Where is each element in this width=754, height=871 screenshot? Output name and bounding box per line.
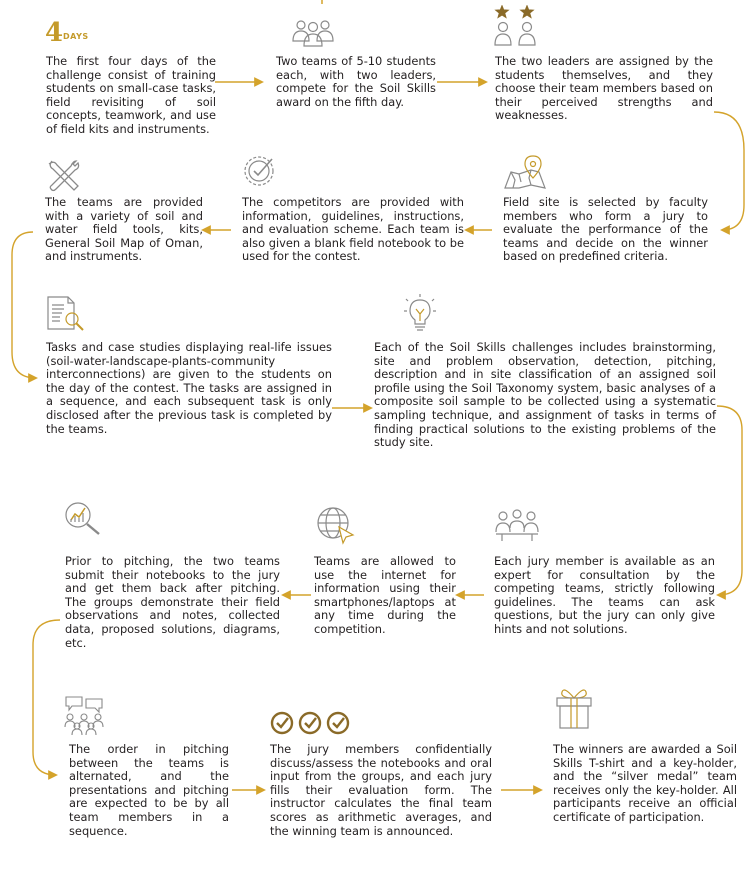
step-text: The winners are awarded a Soil Skills T-shirt and a key-holder, and the “silver medal” team receives only the key-holder. All participants receive an official certificate of participation. bbox=[553, 742, 737, 824]
step-text: The order in pitching between the teams is alternated, and the presentations and pitching are expected to be by all team members in a sequence. bbox=[69, 742, 229, 838]
consultation-icon bbox=[494, 508, 540, 542]
map-pin-icon bbox=[503, 154, 547, 190]
arrow-8-to-9 bbox=[717, 406, 742, 595]
arrow-3-to-4 bbox=[714, 112, 744, 230]
three-checkmarks-icon bbox=[270, 710, 354, 736]
globe-cursor-icon bbox=[315, 505, 355, 545]
step-text: The teams are provided with a variety of soil and water field tools, kits, General Soil Map of Oman, and instruments. bbox=[45, 195, 203, 264]
step-text: Each jury member is available as an expert for consultation by the competing teams, strictly following guidelines. The teams can ask questions, but the jury can only give hints and not solutions. bbox=[494, 554, 715, 636]
step-text: The competitors are provided with information, guidelines, instructions, and evaluation scheme. Each team is also given a blank field notebook to be used for the contest. bbox=[242, 195, 464, 264]
tools-icon bbox=[46, 158, 82, 194]
chart-magnifier-icon bbox=[63, 500, 103, 536]
step-text: The first four days of the challenge consist of training students on small-case tasks, field revisiting of soil concepts, teamwork, and use of field kits and instruments. bbox=[46, 54, 216, 136]
step-text: Teams are allowed to use the internet for information using their smartphones/laptops at any time during the competition. bbox=[314, 554, 456, 636]
step-text: Each of the Soil Skills challenges includes brainstorming, site and problem observation, detection, pitching, description and in site classification of an assigned soil profile using the Soil Taxonomy system, basic analyses of a composite soil sample to be collected using a systematic sampling technique, and assignment of tasks in terms of finding practical solutions to the existing problems of the study site. bbox=[374, 340, 716, 450]
step-text: The jury members confidentially discuss/assess the notebooks and oral input from the groups, and each jury fills their evaluation form. The instructor calculates the final team scores as arithmetic averages, and the winning team is announced. bbox=[270, 742, 492, 838]
step-text: Tasks and case studies displaying real-life issues (soil-water-landscape-plants-community interconnections) are given to the students on the day of the contest. The tasks are assigned in a sequence, and each subsequent task is only disclosed after the previous task is completed by the teams. bbox=[46, 340, 332, 436]
lightbulb-icon bbox=[402, 293, 438, 333]
arrow-11-to-12 bbox=[33, 620, 60, 775]
gift-icon bbox=[554, 686, 594, 730]
two-leaders-stars-icon bbox=[494, 5, 538, 47]
step-text: Prior to pitching, the two teams submit their notebooks to the jury and get them back after pitching. The groups demonstrate their field observations and notes, collected data, proposed solutions, diagrams, etc. bbox=[65, 554, 280, 650]
document-magnifier-icon bbox=[46, 295, 86, 333]
discussion-group-icon bbox=[62, 695, 106, 735]
group-icon bbox=[291, 17, 335, 47]
step-text: The two leaders are assigned by the students themselves, and they choose their team members based on their perceived strengths and weaknesses. bbox=[495, 54, 713, 123]
checkmark-badge-icon bbox=[242, 154, 276, 188]
step-text: Field site is selected by faculty members who form a jury to evaluate the performance of the teams and decide on the winner based on predefined criteria. bbox=[503, 195, 708, 264]
arrow-6-to-7 bbox=[12, 232, 36, 378]
step-text: Two teams of 5-10 students each, with two leaders, compete for the Soil Skills award on the fifth day. bbox=[276, 54, 436, 109]
